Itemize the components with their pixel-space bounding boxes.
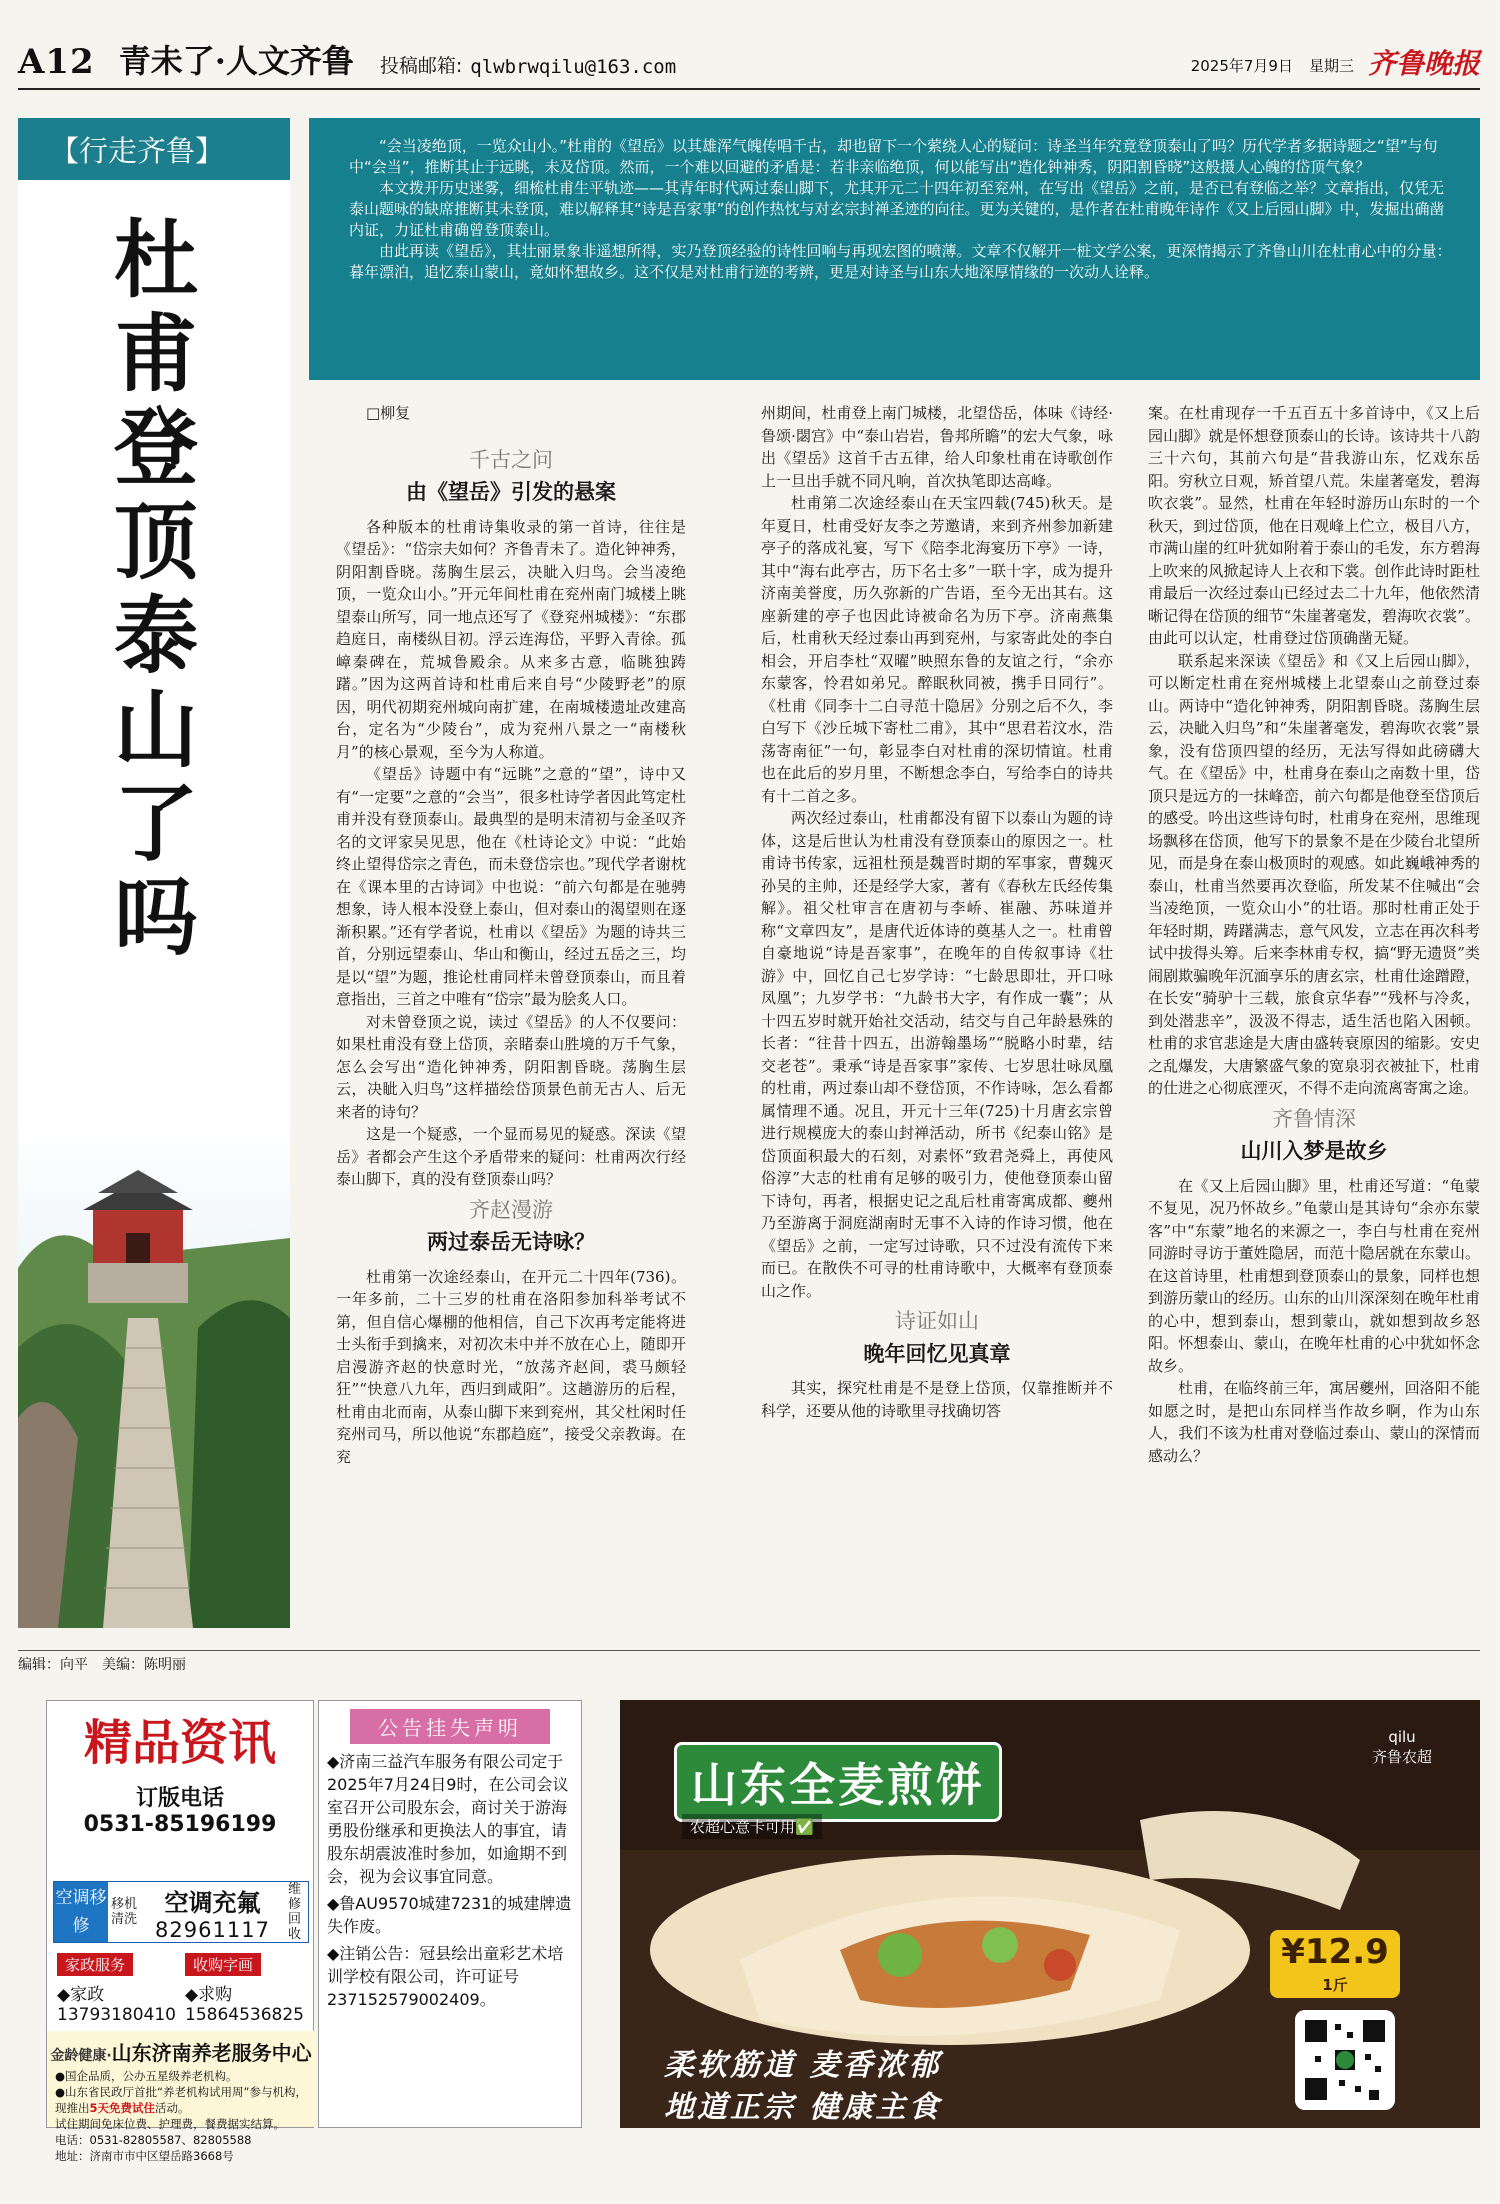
aircon-main [137,1883,288,1942]
housekeeping-tag: 家政服务 [57,1953,133,1976]
elderly-care-prefix: 金龄健康· [50,2048,112,2064]
footer-divider [18,1650,1480,1651]
page-number: A12 [18,42,95,82]
editor-credit: 编辑：向平 美编：陈明丽 [18,1657,186,1673]
body-paragraph: 杜甫第二次途经泰山在天宝四载(745)秋天。是年夏日，杜甫受好友李之芳邀请，来到齐州参加新建亭子的落成礼宴，写下《陪李北海宴历下亭》一诗，其中“海右此亭古，历下名士多”一联十字，成为提升济南美誉度，历久弥新的广告语，至今无出其右。这座新建的亭子也因此诗被命名为历下亭。济南燕集后，杜甫秋天经过泰山再到兖州，与家寄此处的李白相会，开启李杜“双曜”映照东鲁的友谊之行，“余亦东蒙客，怜君如弟兄。醉眠秋同被，携手日同行”。《杜甫《同李十二白寻范十隐居》分别之后不久，李白写下《沙丘城下寄杜二甫》，其中“思君若汶水，浩荡寄南征”一句，彰显李白对杜甫的深切情谊。杜甫也在此后的岁月里，不断想念李白，写给李白的诗共有十二首之多。 [761,494,1113,805]
qr-code-icon[interactable] [1295,2010,1395,2110]
body-paragraph: 杜甫，在临终前三年，寓居夔州，回洛阳不能如愿之时，是把山东同样当作故乡啊，作为山东人，我们不该为杜甫对登临过泰山、蒙山的深情而感动么？ [1148,1379,1480,1465]
aircon-note-2: 维修回收 [288,1882,302,1942]
calligraphy-ad [181,1951,309,2025]
body-paragraph: 两次经过泰山，杜甫都没有留下以泰山为题的诗体，这是后世认为杜甫没有登顶泰山的原因之一。杜甫诗书传家，远祖杜预是魏晋时期的军事家，曹魏灭孙吴的主帅，还是经学大家，著有《春秋左氏经传集解》。祖父杜审言在唐初与李峤、崔融、苏味道并称“文章四友”，是唐代近体诗的奠基人之一。杜甫曾自豪地说“诗是吾家事”，在晚年的自传叙事诗《壮游》中，回忆自己七岁学诗：“七龄思即壮，开口咏凤凰”；九岁学书：“九龄书大字，有作成一囊”；从十四五岁时就开始社交活动，结交与自己年龄悬殊的长者：“往昔十四五，出游翰墨场”“脱略小时辈，结交老苍”。秉承“诗是吾家事”家传、七岁思壮咏凤凰的杜甫，两过泰山却不登岱顶，不作诗咏，怎么看都属情理不通。况且，开元十三年(725)十月唐玄宗曾进行规模庞大的泰山封禅活动，所书《纪泰山铭》是岱顶面积最大的石刻，对素怀“致君尧舜上，再使风俗淳”大志的杜甫有足够的吸引力，使他登顶泰山留下诗句，再者，根据史记之乱后杜甫寄寓成都、夔州乃至游离于洞庭湖南时无事不入诗的作诗习惯，他在《望岳》之前，一定写过诗歌，只不过没有流传下来而已。在散佚不可寻的杜甫诗歌中，大概率有登顶泰山之作。 [761,809,1113,1300]
body-paragraph: 《望岳》诗题中有“远眺”之意的“望”，诗中又有“一定要”之意的“会当”，很多杜诗学者因此笃定杜甫并没有登顶泰山。最典型的是明末清初与金圣叹齐名的文评家吴见思，他在《杜诗论文》中说：“此始终止望得岱宗之青色，而未登岱宗也。”现代学者谢枕在《课本里的古诗词》中也说：“前六句都是在驰骋想象，诗人根本没登上泰山，但对泰山的渴望则在逐渐积累。”还有学者说，杜甫以《望岳》为题的诗共三首，分别远望泰山、华山和衡山，经过五岳之三，均是以“望”为题，推论杜甫同样未曾登顶泰山，而且着意指出，三首之中唯有“岱宗”最为脍炙人口。 [336,765,686,1008]
aircon-badge: 空调移修 [54,1882,108,1942]
calligraphy-phone[interactable]: 15864536825 [185,2005,304,2025]
issue-date: 2025年7月9日 [1190,57,1293,75]
classified-ad [46,1700,314,2163]
elderly-care-name: 山东济南养老服务中心 [111,2041,312,2065]
ad-subtitle: 订版电话 [135,1786,224,1811]
intro-paragraph: 本文拨开历史迷雾，细梳杜甫生平轨迹——其青年时代两过泰山脚下，尤其开元二十四年初至兖州，在写出《望岳》之前，是否已有登临之举？文章指出，仅凭无泰山题咏的缺席推断其未登顶，难以解释其“诗是吾家事”的创作热忱与对玄宗封禅圣迹的向往。更为关键的，是作者在杜甫晚年诗作《又上后园山脚》中，发掘出确凿内证，力证杜甫确曾登顶泰山。 [349,179,1445,239]
section-subheading: 晚年回忆见真章 [863,1340,1011,1366]
intro-paragraph: 由此再读《望岳》，其壮丽景象非遥想所得，实乃登顶经验的诗性回响与再现宏图的喷薄。文章不仅解开一桩文学公案，更深情揭示了齐鲁山川在杜甫心中的分量：暮年漂泊，追忆泰山蒙山，竟如怀想故乡。这不仅是对杜甫行迹的考辨，更是对诗圣与山东大地深厚情缘的一次动人诠释。 [349,242,1452,281]
mount-tai-photo [18,1118,290,1628]
section-subheading: 山川入梦是故乡 [1240,1138,1388,1163]
article-column-1 [336,402,686,1627]
body-paragraph: 案。在杜甫现存一千五百五十多首诗中，《又上后园山脚》就是怀想登顶泰山的长诗。该诗共十八韵三十六句，其前六句是“昔我游山东，忆戏东岳阳。穷秋立日观，矫首望八荒。朱崖著毫发，碧海吹衣裳”。显然，杜甫在年轻时游历山东时的一个秋天，到过岱顶，他在日观峰上伫立，极目八方，市满山崖的红叶犹如附着于泰山的毛发，东方碧海上吹来的风掀起诗人上衣和下裳。创作此诗时距杜甫最后一次经过泰山已经过去二十九年，他依然清晰记得在岱顶的细节“朱崖著毫发，碧海吹衣裳”。由此可以认定，杜甫登过岱顶确凿无疑。 [1148,404,1480,647]
pancake-card-note: 农超心意卡可用✅ [682,1814,822,1839]
housekeeping-label: ◆家政 [57,1985,105,2005]
body-paragraph: 联系起来深读《望岳》和《又上后园山脚》，可以断定杜甫在兖州城楼上北望泰山之前登过泰山。两诗中“造化钟神秀，阴阳割昏晓。荡胸生层云，决眦入归鸟”和“朱崖著毫发，碧海吹衣裳”景象，没有岱顶四望的经历，无法写得如此磅礴大气。在《望岳》中，杜甫身在泰山之南数十里，岱顶只是远方的一抹峰峦，前六句都是他登至岱顶后的感受。吟出这些诗句时，杜甫身在兖州，思维现场飘移在岱顶，他写下的景象不是在少陵台北望所见，而是身在泰山极顶时的观感。如此巍峨神秀的泰山，杜甫当然要再次登临，所发某不住喊出“会当凌绝顶，一览众山小”的壮语。那时杜甫正处于年轻时期，踌躇满志，意气风发，立志在再次科考试中拔得头筹。后来李林甫专权，搞“野无遗贤”类闹剧欺骗晚年沉湎享乐的唐玄宗，杜甫仕途蹭蹬，在长安“骑驴十三载，旅食京华春”“残杯与冷炙，到处潜悲辛”，汲汲不得志，适生活也陷入困顿。杜甫的求官悲途是大唐由盛转衰原因的缩影。安史之乱爆发，大唐繁盛气象的宽泉羽衣被扯下，杜甫的仕进之心彻底湮灭，不得不走向流离寄寓之途。 [1148,651,1480,1097]
intro-box [309,118,1480,380]
elderly-care-phone[interactable]: 电话：0531-82805587、82805588 [55,2133,252,2147]
pancake-ad [620,1700,1480,2128]
body-paragraph: 其实，探究杜甫是不是登上岱顶，仅靠推断并不科学，还要从他的诗歌里寻找确切答 [761,1379,1113,1420]
column-tag-bar [18,118,290,180]
section-subheading: 由《望岳》引发的悬案 [406,479,616,504]
section-title: 青未了·人文齐鲁 [118,42,354,80]
article-column-2 [761,402,1113,1627]
ad-title: 精品资讯 [83,1715,276,1771]
notice-title: 公告挂失声明 [350,1709,550,1744]
section-heading: 齐赵漫游 [469,1197,553,1222]
aircon-note: 移机清洗 [111,1897,138,1927]
free-trial-highlight: 5天免费试住 [89,2101,156,2115]
elderly-care-line: 试住期间免床位费、护理费，餐费据实结算。 [55,2117,285,2131]
body-paragraph: 各种版本的杜甫诗集收录的第一首诗，往往是《望岳》：“岱宗夫如何？齐鲁青未了。造化钟神秀，阴阳割昏晓。荡胸生层云，决眦入归鸟。会当凌绝顶，一览众山小。”开元年间杜甫在兖州南门城楼上眺望泰山所写，同一地点还写了《登兖州城楼》：“东郡趋庭日，南楼纵目初。浮云连海岱，平野入青徐。孤嶂秦碑在，荒城鲁殿余。从来多古意，临眺独踌躇。”因为这两首诗和杜甫后来自号“少陵野老”的原因，明代初期兖州城向南扩建，在南城楼遗址改建高台，定名为“少陵台”，成为兖州八景之一“南楼秋月”的核心景观，至今为人称道。 [336,517,686,761]
pancake-slogan-line: 地道正宗 健康主食 [664,2090,942,2125]
price-unit: 1斤 [1322,1976,1348,1994]
mail-label: 投稿邮箱: [379,55,463,77]
price-tag [1270,1930,1400,1998]
pancake-slogan-line: 柔软筋道 麦香浓郁 [664,2048,942,2083]
housekeeping-ad [53,1951,181,2025]
calligraphy-tag: 收购字画 [185,1953,261,1976]
body-paragraph: 在《又上后园山脚》里，杜甫还写道：“龟蒙不复见，况乃怀故乡。”龟蒙山是其诗句“余亦东蒙客”中“东蒙”地名的来源之一，李白与杜甫在兖州同游时寻访于董姓隐居，而范十隐居就在东蒙山。在这首诗里，杜甫想到登顶泰山的景象，同样也想到游历蒙山的经历。山东的山川深深刻在晚年杜甫的心中，想到泰山，想到蒙山，就如想到故乡怒阳。怀想泰山、蒙山，在晚年杜甫的心中犹如怀念故乡。 [1148,1176,1480,1375]
notice-ad [318,1700,582,2128]
section-heading: 千古之问 [469,447,553,472]
elderly-care-line: ●国企品质，公办五星级养老机构。 [55,2069,238,2083]
newspaper-logo: 齐鲁晚报 [1367,47,1480,80]
body-paragraph: 对未曾登顶之说，读过《望岳》的人不仅要问：如果杜甫没有登上岱顶，亲睹泰山胜境的万千气象，怎么会写出“造化钟神秀，阴阳割昏晓。荡胸生层云，决眦入归鸟”这样描绘岱顶景色前无古人、后无来者的诗句？ [336,1012,686,1121]
elderly-care-line: ●山东省民政厅首批“养老机构试用周”参与机构，现推出5天免费试住活动。 [55,2085,307,2115]
section-subheading: 两过泰岳无诗咏？ [427,1229,595,1254]
elderly-care-title [47,2037,315,2066]
article-title: 杜甫登顶泰山了吗 [113,210,198,967]
body-paragraph: 杜甫第一次途经泰山，在开元二十四年(736)。一年多前，二十三岁的杜甫在洛阳参加科举考试不第，但自信心爆棚的他相信，自己下次再考定能将进士头衔手到擒来，对初次未中并不放在心上，随即开启漫游齐赵的快意时光，“放荡齐赵间，裘马颇轻狂”“快意八九年，西归到咸阳”。这趟游历的后程，杜甫由北而南，从泰山脚下来到兖州，其父杜闲时任兖州司马，所以他说“东郡趋庭”，接受父亲教诲。在兖 [336,1267,686,1466]
aircon-phone[interactable]: 82961117 [155,1917,270,1942]
qilu-logo: qilu 齐鲁农超 [1372,1728,1433,1766]
notice-item: ◆济南三益汽车服务有限公司定于2025年7月24日9时，在公司会议室召开公司股东会，商讨关于游海勇股份继承和更换法人的事宜，请股东胡震波准时参加，如逾期不到会，视为会议事宜同意。 [327,1752,569,1886]
ad-phone[interactable]: 0531-85196199 [83,1812,277,1837]
elderly-care-address: 地址：济南市市中区望岳路3668号 [55,2149,234,2163]
mail-address[interactable]: qlwbrwqilu@163.com [470,56,677,78]
notice-item: ◆鲁AU9570城建7231的城建牌遗失作废。 [327,1894,572,1936]
elderly-care-details [47,2066,315,2166]
title-column [18,118,290,1628]
section-heading: 诗证如山 [895,1309,979,1333]
section-heading: 齐鲁情深 [1272,1106,1356,1131]
calligraphy-label: ◆求购 [185,1985,233,2005]
elderly-care-ad [47,2031,315,2163]
service-ads [53,1951,309,2025]
aircon-ad [53,1881,309,1943]
body-paragraph: 州期间，杜甫登上南门城楼，北望岱岳，体味《诗经·鲁颂·閟宫》中“泰山岩岩，鲁邦所瞻”的宏大气象，咏出《望岳》这首千古五律，给人印象杜甫在诗歌创作上一旦出手就不同凡响，首次执笔即达高峰。 [761,404,1113,490]
pancake-slogan [664,2045,941,2128]
housekeeping-phone[interactable]: 13793180410 [57,2005,176,2025]
weekday: 星期三 [1308,57,1354,75]
author-byline: □柳复 [366,404,411,422]
article-column-3 [1148,402,1480,1627]
notice-item: ◆注销公告：冠县绘出童彩艺术培训学校有限公司，许可证号237152579002409。 [327,1944,564,2009]
price-value: ¥12.9 [1281,1932,1389,1972]
column-tag: 【行走齐鲁】 [50,134,225,168]
body-paragraph: 这是一个疑惑，一个显而易见的疑惑。深读《望岳》者都会产生这个矛盾带来的疑问：杜甫两次行经泰山脚下，真的没有登顶泰山吗？ [336,1125,686,1188]
pancake-title: 山东全麦煎饼 [674,1742,1002,1822]
page-header [18,40,1480,90]
aircon-title: 空调充氟 [164,1888,261,1917]
intro-paragraph: “会当凌绝顶，一览众山小。”杜甫的《望岳》以其雄浑气魄传唱千古，却也留下一个萦绕人心的疑问：诗圣当年究竟登顶泰山了吗？历代学者多据诗题之“望”与句中“会当”，推断其止于远眺，未及岱顶。然而，一个难以回避的矛盾是：若非亲临绝顶，何以能写出“造化钟神秀，阴阳割昏晓”这般摄人心魄的岱顶气象？ [349,137,1438,176]
